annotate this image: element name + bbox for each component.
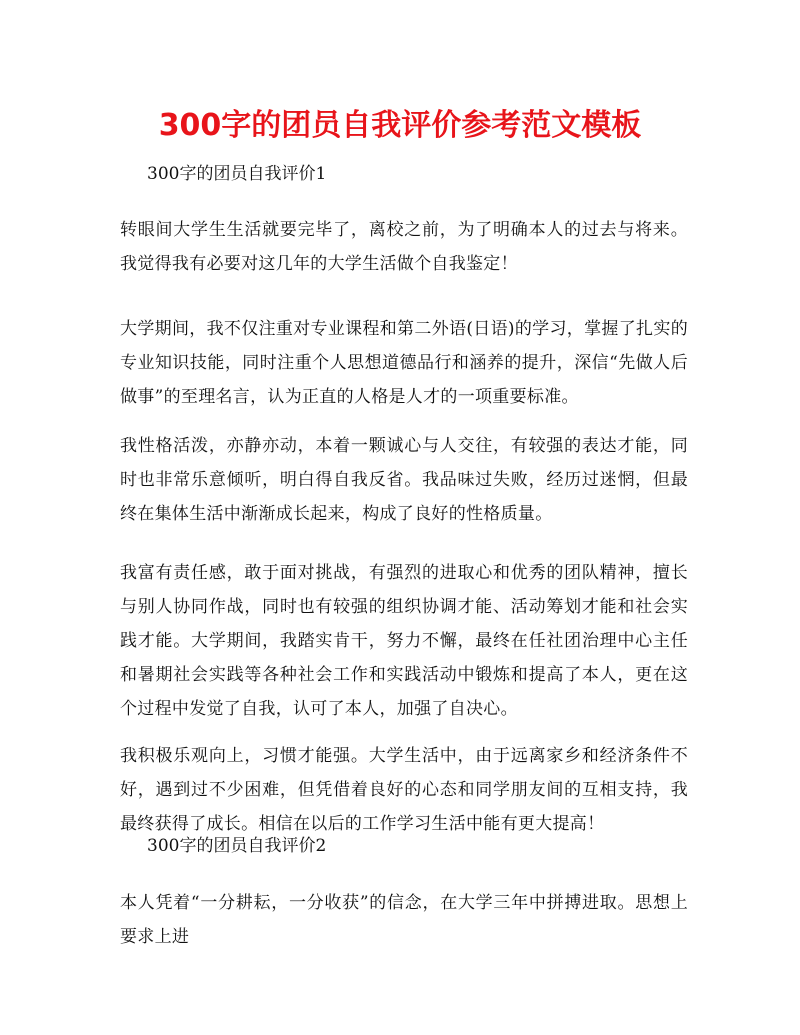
paragraph: 转眼间大学生生活就要完毕了，离校之前，为了明确本人的过去与将来。我觉得我有必要对这几年的大学生活做个自我鉴定！ [120,220,688,274]
section-heading-2: 300字的团员自我评价2 [147,836,327,856]
paragraph: 我积极乐观向上，习惯才能强。大学生活中，由于远离家乡和经济条件不好，遇到过不少困难，但凭借着良好的心态和同学朋友间的互相支持，我最终获得了成长。相信在以后的工作学习生活中能有更大提高！ [120,746,688,834]
paragraph: 我富有责任感，敢于面对挑战，有强烈的进取心和优秀的团队精神，擅长与别人协同作战，同时也有较强的组织协调才能、活动筹划才能和社会实践才能。大学期间，我踏实肯干，努力不懈，最终在任社团治理中心主任和暑期社会实践等各种社会工作和实践活动中锻炼和提高了本人，更在这个过程中发觉了自我，认可了本人，加强了自决心。 [120,563,688,719]
paragraph: 大学期间，我不仅注重对专业课程和第二外语(日语)的学习，掌握了扎实的专业知识技能，同时注重个人思想道德品行和涵养的提升，深信“先做人后做事”的至理名言，认为正直的人格是人才的一项重要标准。 [120,319,688,407]
section-heading-1: 300字的团员自我评价1 [147,164,327,184]
paragraph: 我性格活泼，亦静亦动，本着一颗诚心与人交往，有较强的表达才能，同时也非常乐意倾听，明白得自我反省。我品味过失败，经历过迷惘，但最终在集体生活中渐渐成长起来，构成了良好的性格质量。 [120,436,688,524]
document-title: 300字的团员自我评价参考范文模板 [158,108,642,143]
paragraph: 本人凭着“一分耕耘，一分收获”的信念，在大学三年中拼搏进取。思想上要求上进 [120,893,688,947]
